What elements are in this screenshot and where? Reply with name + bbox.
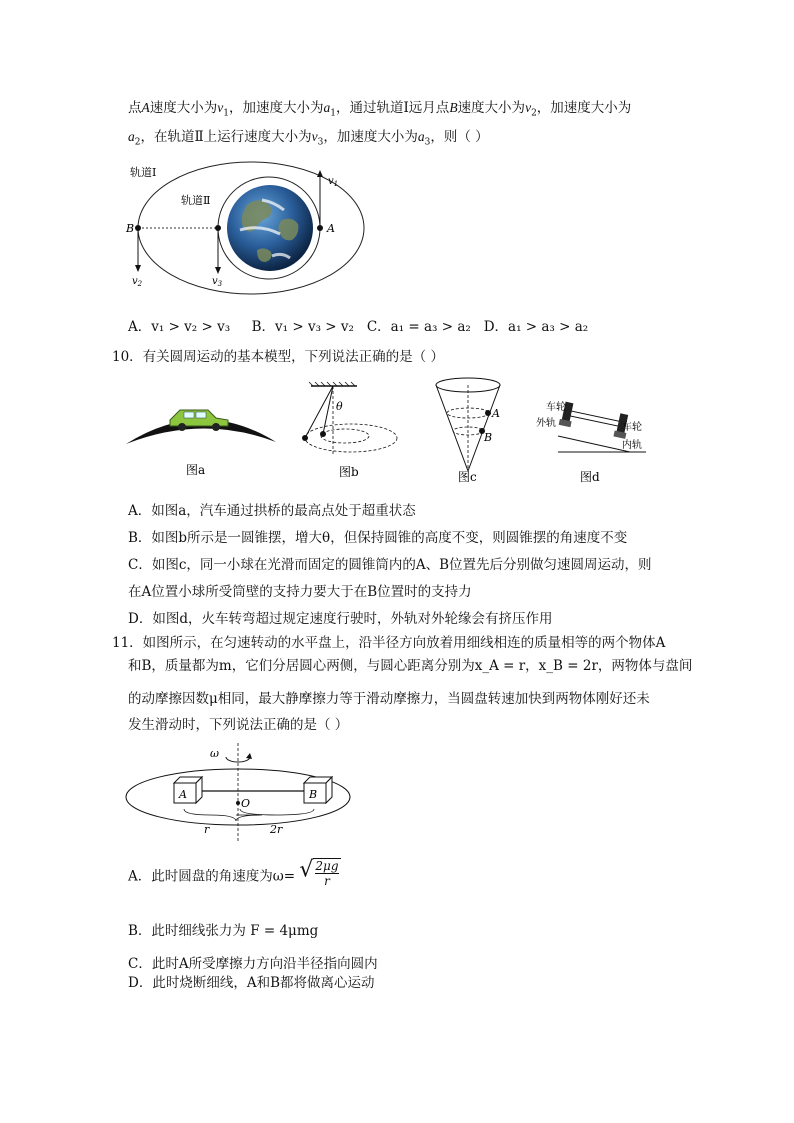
block-a (174, 777, 202, 803)
q11-line4: 发生滑动时，下列说法正确的是（ ） (128, 717, 349, 733)
wheel-right-label: 车轮 (622, 422, 642, 433)
svg-text:B: B (309, 788, 318, 801)
q9-option-c[interactable]: C．a₁ = a₃ > a₂ (366, 319, 471, 335)
orbit1-label: 轨道Ⅰ (130, 166, 157, 179)
point-b-label: B (126, 222, 135, 235)
block-b (304, 777, 332, 803)
rail-outer-label: 外轨 (536, 418, 556, 429)
q9-intro-line1: 点A速度大小为$v_1$，加速度大小为$a_1$，通过轨道Ⅰ远月点B速度大小为$v_2$，加速度大小为 (128, 100, 632, 119)
v3-arrowhead (215, 267, 221, 274)
q11-line3: 的动摩擦因数μ相同，最大静摩擦力等于滑动摩擦力，当圆盘转速加快到两物体刚好还未 (128, 691, 650, 707)
fig-a-label: 图a (186, 463, 206, 477)
cone-a-label: A (492, 407, 500, 420)
rail-inner-label: 内轨 (622, 440, 642, 451)
q10-option-c-cont: 在A位置小球所受筒壁的支持力要大于在B位置时的支持力 (128, 584, 472, 600)
q11-option-d[interactable]: D．此时烧断细线，A和B都将做离心运动 (128, 975, 375, 991)
sqrt-expression: √ $\frac{2\mu g}{r}$ (299, 857, 339, 888)
q11-option-c[interactable]: C．此时A所受摩擦力方向沿半径指向圆内 (128, 956, 378, 972)
disk-figure (126, 743, 356, 853)
q9-option-a[interactable]: A．v₁ > v₂ > v₃ (128, 319, 231, 335)
svg-text:A: A (179, 788, 187, 801)
omega-label: ω (210, 747, 219, 760)
q9-option-b[interactable]: B．v₁ > v₃ > v₂ (251, 319, 354, 335)
v1-arrowhead (317, 170, 323, 177)
q9-option-d[interactable]: D．a₁ > a₃ > a₂ (483, 319, 589, 335)
q11-option-a[interactable]: A．此时圆盘的角速度为ω= √ $\frac{2\mu g}{r}$ (128, 857, 339, 888)
dist-r-label: r (204, 823, 210, 836)
q10-option-d[interactable]: D．如图d，火车转弯超过规定速度行驶时，外轨对外轮缘会有挤压作用 (128, 611, 553, 627)
theta-label: θ (336, 400, 343, 413)
v2-label: $v_2$ (132, 276, 143, 288)
v2-arrowhead (135, 265, 141, 272)
fig-c-cone (426, 373, 516, 483)
q10-option-b[interactable]: B．如图b所示是一圆锥摆，增大θ，但保持圆锥的高度不变，则圆锥摆的角速度不变 (128, 530, 628, 546)
dist-2r-label: 2r (270, 823, 283, 836)
q11-line1: 11．如图所示，在匀速转动的水平盘上，沿半径方向放着用细线相连的质量相等的两个物体A (112, 635, 666, 651)
point-a-label: A (327, 222, 335, 235)
cone-b-label: B (484, 431, 493, 444)
q10-option-c[interactable]: C．如图c，同一小球在光滑而固定的圆锥筒内的A、B位置先后分别做匀速圆周运动，则 (128, 557, 652, 573)
center-o-label: O (241, 797, 251, 810)
v3-label: $v_3$ (212, 276, 223, 288)
q9-option-row (128, 318, 588, 336)
q10-stem: 10．有关圆周运动的基本模型，下列说法正确的是（ ） (112, 349, 444, 365)
fig-b-pendulum (293, 380, 403, 480)
q11-line2: 和B，质量都为m，它们分居圆心两侧，与圆心距离分别为x_A = r，x_B = 2r，两物体与盘间 (128, 658, 693, 674)
q11-option-b[interactable]: B．此时细线张力为 F = 4μmg (128, 923, 319, 939)
wheel-left-label: 车轮 (546, 402, 566, 413)
fig-c-label: 图c (458, 470, 477, 484)
fig-b-label: 图b (339, 465, 359, 479)
fig-a-bridge (124, 388, 284, 478)
fig-d-rail (534, 382, 654, 482)
v1-label: $v_1$ (328, 176, 339, 188)
fig-d-label: 图d (580, 470, 600, 484)
orbit2-label: 轨道Ⅱ (181, 194, 211, 207)
q9-intro-line2: $a_2$，在轨道Ⅱ上运行速度大小为$v_3$，加速度大小为$a_3$，则（ ） (128, 129, 489, 148)
q10-option-a[interactable]: A．如图a，汽车通过拱桥的最高点处于超重状态 (128, 503, 416, 519)
orbit-diagram (122, 160, 362, 300)
